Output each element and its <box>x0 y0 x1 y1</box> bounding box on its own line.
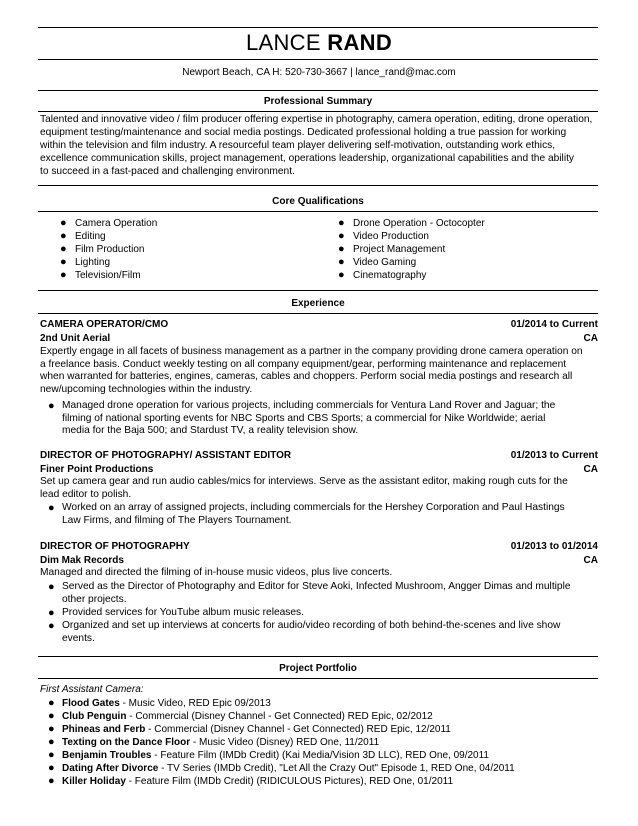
bullet-icon: ● <box>338 230 345 242</box>
last-name: RAND <box>327 30 393 55</box>
bullet-icon: ● <box>338 243 345 255</box>
job-description: Expertly engage in all facets of business management as a partner in the company providing drone camera operation on a freelance basis. Conduct weekly testing on all company equipment/gear, performing maintenance and replacement when warranted for batteries, engines, cameras, cables and choppers. Perform social media postings and research all new/upcoming technologies within the industry. <box>40 346 583 395</box>
job-description: Managed and directed the filming of in-house music videos, plus live concerts. <box>40 567 393 578</box>
bullet-icon: ● <box>48 710 55 722</box>
job-state: CA <box>583 464 598 475</box>
portfolio-title: Project Portfolio <box>279 663 357 674</box>
bullet-icon: ● <box>60 243 67 255</box>
experience-rule <box>38 313 598 314</box>
bullet-icon: ● <box>60 230 67 242</box>
bullet-icon: ● <box>60 256 67 268</box>
summary-text <box>40 113 600 178</box>
bullet-icon: ● <box>338 269 345 281</box>
bullet-icon: ● <box>48 775 55 787</box>
qualifications-title: Core Qualifications <box>272 196 364 207</box>
candidate-name <box>0 30 638 56</box>
portfolio-item: ● Phineas and Ferb - Commercial (Disney Channel - Get Connected) RED Epic, 12/2011 <box>48 723 451 735</box>
qualifications-bottom-rule <box>38 290 598 291</box>
job-bullet: ● Managed drone operation for various projects, including commercials for Ventura Land Rover and Jaguar; the filming of national sporting events for NBC Sports and CBS Sports; a commercial for Nike Worldwide; aerial media for the Baja 500; and Stardust TV, a reality television show. <box>48 400 556 436</box>
portfolio-item: ● Texting on the Dance Floor - Music Video (Disney) RED One, 11/2011 <box>48 736 380 748</box>
bullet-icon: ● <box>338 217 345 229</box>
job-dates: 01/2014 to Current <box>510 319 598 330</box>
job-dates: 01/2013 to 01/2014 <box>510 541 598 552</box>
bullet-icon: ● <box>48 697 55 709</box>
resume-page: LANCE RAND Newport Beach, CA H: 520-730-3667 | lance_rand@mac.com Professional Summary Talented and innovative video / film producer offering expertise in photography, camera operation, editing, drone operation, equipment testing/maintenance and social media postings. Dedicated professional holding a true passion for working within the television and film industry. A resourceful team player delivering self-motivation, outstanding work ethics, excellence communication skills, project management, operations leadership, organizational capabilities and the ability to succeed in a fast-paced and challenging environment. Core Qualifications ● Camera Operation ● Editing ● Film Production ● Lighting ● Television/Film ● Drone Operation - Octocopter ● Video Production ● Project Management ● Video Gaming ● Cinematography Experience CAMERA OPERATOR/CMO 01/2014 to Current 2nd Unit Aerial CA Expertly engage in all facets of business management as a partner in the company providing drone camera operation on a freelance basis. Conduct weekly testing on all company equipment/gear, performing maintenance and replacement when warranted for batteries, engines, cameras, cables and choppers. Perform social media postings and research all new/upcoming technologies within the industry. ● Managed drone operation for various projects, including commercials for Ventura Land Rover and Jaguar; the filming of national sporting events for NBC Sports and CBS Sports; a commercial for Nike Worldwide; aerial media for the Baja 500; and Stardust TV, a reality television show. DIRECTOR OF PHOTOGRAPHY/ ASSISTANT EDITOR 01/2013 to Current Finer Point Productions CA Set up camera gear and run audio cables/mics for interviews. Serve as the assistant editor, making rough cuts for the lead editor to polish. ● Worked on an array of assigned projects, including commercials for the Hershey Corporation and Paul Hastings Law Firms, and filming of The Players Tournament. DIRECTOR OF PHOTOGRAPHY 01/2013 to 01/2014 Dim Mak Records CA Managed and directed the filming of in-house music videos, plus live concerts. ● Served as the Director of Photography and Editor for Steve Aoki, Infected Mushroom, Angger Dimas and multiple other projects. ● Provided services for YouTube album music releases. ● Organized and set up interviews at concerts for audio/video recording of both behind-the-scenes and live show events. Project Portfolio First Assistant Camera: ● Flood Gates - Music Video, RED Epic 09/2013 ● Club Penguin - Commercial (Disney Channel - Get Connected) RED Epic, 02/2012 ● Phineas and Ferb - Commercial (Disney Channel - Get Connected) RED Epic, 12/2011 ● Texting on the Dance Floor - Music Video (Disney) RED One, 11/2011 ● Benjamin Troubles - Feature Film (IMDb Credit) (Kai Media/Vision 3D LLC), RED One, 09/2011 ● Dating After Divorce - TV Series (IMDb Credit), "Let All the Crazy Out" Episode 1, RED One, 04/2011 ● Killer Holiday - Feature Film (IMDb Credit) (RIDICULOUS Pictures), RED One, 01/2011 <box>0 0 638 826</box>
summary-line: excellence communication skills, project management, operations leadership, organizational capabilities and the ability <box>40 153 575 164</box>
contact-rule <box>38 90 598 91</box>
job-description: Set up camera gear and run audio cables/mics for interviews. Serve as the assistant editor, making rough cuts for the lead editor to polish. <box>40 476 568 500</box>
portfolio-item: ● Club Penguin - Commercial (Disney Channel - Get Connected) RED Epic, 02/2012 <box>48 710 433 722</box>
summary-rule <box>38 111 598 112</box>
portfolio-rule <box>38 678 598 679</box>
summary-line: Talented and innovative video / film producer offering expertise in photography, camera operation, editing, drone operation, <box>40 114 593 125</box>
bullet-icon: ● <box>48 762 55 774</box>
bullet-icon: ● <box>48 736 55 748</box>
job-bullet: ● Organized and set up interviews at concerts for audio/video recording of both behind-the-scenes and live show events. <box>48 620 561 644</box>
bullet-icon: ● <box>48 723 55 735</box>
portfolio-item: ● Flood Gates - Music Video, RED Epic 09/2013 <box>48 697 271 709</box>
bullet-icon: ● <box>60 269 67 281</box>
name-rule <box>38 59 598 60</box>
bullet-icon: ● <box>60 217 67 229</box>
job-bullet: ● Served as the Director of Photography and Editor for Steve Aoki, Infected Mushroom, Angger Dimas and multiple other projects. <box>48 581 571 605</box>
bullet-icon: ● <box>48 749 55 761</box>
contact-line: Newport Beach, CA H: 520-730-3667 | lance_rand@mac.com <box>182 67 456 78</box>
experience-bottom-rule <box>38 656 598 657</box>
bullet-icon: ● <box>48 581 55 593</box>
portfolio-item: ● Killer Holiday - Feature Film (IMDb Credit) (RIDICULOUS Pictures), RED One, 01/2011 <box>48 775 454 787</box>
job-state: CA <box>583 333 598 344</box>
bullet-icon: ● <box>338 256 345 268</box>
job-role: DIRECTOR OF PHOTOGRAPHY/ ASSISTANT EDITOR <box>40 450 292 461</box>
summary-line: equipment testing/maintenance and social media postings. Dedicated professional holding a true passion for working <box>40 127 567 138</box>
portfolio-item: ● Dating After Divorce - TV Series (IMDb Credit), "Let All the Crazy Out" Episode 1, RED One, 04/2011 <box>48 762 515 774</box>
portfolio-label: First Assistant Camera: <box>40 684 144 695</box>
first-name: LANCE <box>245 30 321 55</box>
bullet-icon: ● <box>48 502 55 514</box>
job-company: Finer Point Productions <box>40 464 154 475</box>
experience-title: Experience <box>291 298 345 309</box>
summary-title: Professional Summary <box>263 96 373 107</box>
summary-line: to succeed in a fast-paced and challenging environment. <box>40 166 295 177</box>
job-company: Dim Mak Records <box>40 555 124 566</box>
job-bullet: ● Worked on an array of assigned projects, including commercials for the Hershey Corporation and Paul Hastings Law Firms, and filming of The Players Tournament. <box>48 502 565 526</box>
job-dates: 01/2013 to Current <box>510 450 598 461</box>
bullet-icon: ● <box>48 400 55 412</box>
top-rule <box>38 27 598 28</box>
job-state: CA <box>583 555 598 566</box>
job-company: 2nd Unit Aerial <box>40 333 111 344</box>
qualifications-rule <box>38 211 598 212</box>
job-role: CAMERA OPERATOR/CMO <box>40 319 169 330</box>
bullet-icon: ● <box>48 607 55 619</box>
bullet-icon: ● <box>48 620 55 632</box>
job-role: DIRECTOR OF PHOTOGRAPHY <box>40 541 190 552</box>
job-bullet: ● Provided services for YouTube album music releases. <box>48 607 304 619</box>
summary-line: within the television and film industry. A resourceful team player delivering self-motivation, outstanding work ethics, <box>40 140 556 151</box>
portfolio-item: ● Benjamin Troubles - Feature Film (IMDb Credit) (Kai Media/Vision 3D LLC), RED One, 09/2011 <box>48 749 489 761</box>
summary-bottom-rule <box>38 185 598 186</box>
